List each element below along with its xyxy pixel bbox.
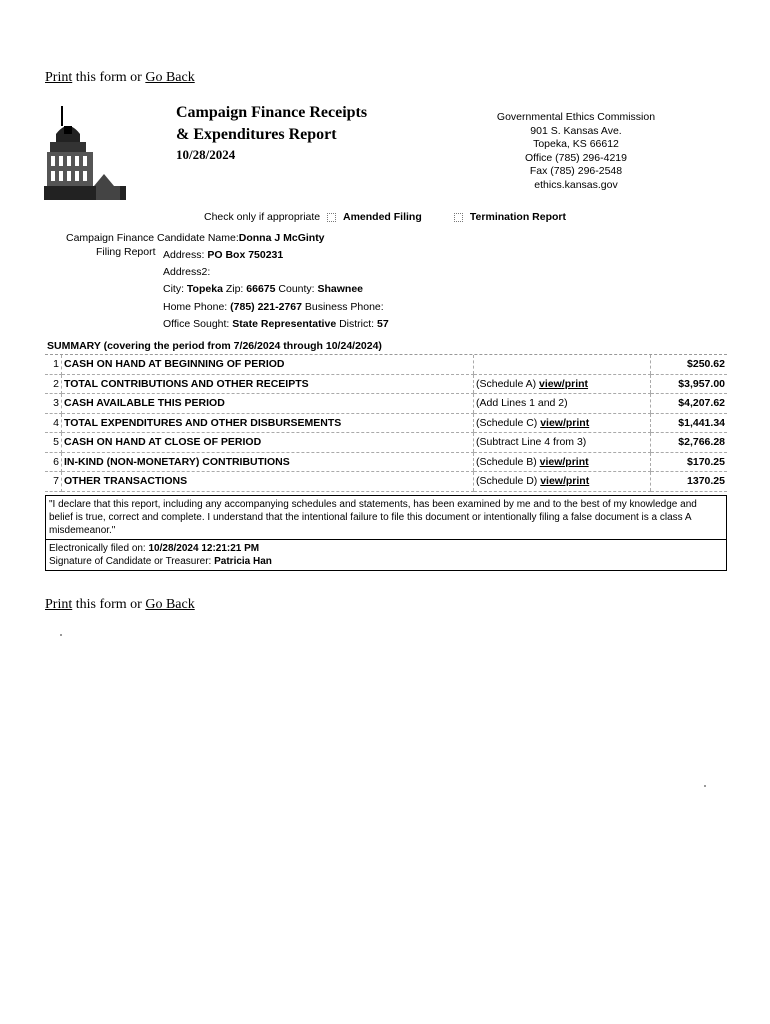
schedule-reference: (Schedule B)	[476, 455, 537, 468]
schedule-cell	[474, 355, 651, 374]
schedule-reference: (Schedule C)	[476, 416, 538, 429]
go-back-link-bottom[interactable]: Go Back	[145, 597, 195, 612]
district-label: District:	[339, 318, 375, 330]
view-print-link[interactable]: view/print	[540, 475, 590, 488]
line-amount: $170.25	[651, 452, 728, 472]
summary-line-row	[45, 472, 727, 492]
phone-row	[163, 301, 384, 313]
candidate-name-row	[66, 232, 325, 244]
agency-address-block	[466, 111, 686, 192]
line-label: CASH ON HAND AT CLOSE OF PERIOD	[62, 433, 474, 453]
summary-heading: SUMMARY (covering the period from 7/26/2024 through 10/24/2024)	[45, 338, 727, 355]
check-instructions: Check only if appropriate	[204, 211, 321, 223]
line-amount: $2,766.28	[651, 433, 728, 453]
county-value: Shawnee	[317, 283, 364, 295]
address-label: Address:	[163, 249, 205, 261]
nav-connector-text-bottom: this form or	[75, 597, 142, 612]
view-print-link[interactable]: view/print	[540, 416, 590, 429]
amended-filing-checkbox[interactable]	[327, 213, 336, 222]
line-label: IN-KIND (NON-MONETARY) CONTRIBUTIONS	[62, 452, 474, 472]
address-value: PO Box 750231	[207, 249, 284, 261]
schedule-reference: (Add Lines 1 and 2)	[476, 397, 568, 410]
signature-row	[49, 555, 723, 568]
schedule-reference: (Subtract Line 4 from 3)	[476, 436, 587, 449]
signature-block	[46, 540, 726, 570]
line-label: CASH ON HAND AT BEGINNING OF PERIOD	[62, 355, 474, 374]
agency-street: 901 S. Kansas Ave.	[530, 124, 622, 137]
agency-office-phone: Office (785) 296-4219	[525, 151, 627, 164]
line-amount: $4,207.62	[651, 394, 728, 414]
city-label: City:	[163, 283, 184, 295]
county-label: County:	[278, 283, 315, 295]
schedule-cell	[474, 472, 651, 492]
summary-line-row	[45, 374, 727, 394]
print-link[interactable]: Print	[45, 70, 73, 85]
filing-report-label: Filing Report	[96, 246, 156, 258]
office-sought-value: State Representative	[232, 318, 337, 330]
schedule-cell	[474, 433, 651, 453]
agency-fax: Fax (785) 296-2548	[529, 165, 623, 177]
address2-row	[163, 266, 210, 278]
amended-filing-row	[204, 211, 422, 223]
termination-report-checkbox[interactable]	[454, 213, 463, 222]
line-number: 6	[45, 452, 62, 472]
line-label: OTHER TRANSACTIONS	[62, 472, 474, 492]
summary-line-row	[45, 433, 727, 453]
amended-filing-label: Amended Filing	[343, 211, 422, 223]
line-number: 7	[45, 472, 62, 492]
report-title-line2: & Expenditures Report	[176, 126, 337, 143]
agency-city: Topeka, KS 66612	[533, 138, 619, 150]
schedule-reference: (Schedule A)	[476, 377, 537, 390]
home-phone-value: (785) 221-2767	[230, 301, 302, 313]
agency-name: Governmental Ethics Commission	[496, 111, 656, 123]
city-value: Topeka	[186, 283, 223, 295]
summary-line-row	[45, 452, 727, 472]
home-phone-label: Home Phone:	[163, 301, 228, 313]
schedule-cell	[474, 394, 651, 414]
view-print-link[interactable]: view/print	[539, 455, 589, 468]
termination-report-label: Termination Report	[469, 211, 566, 223]
zip-label: Zip:	[225, 283, 244, 295]
office-sought-label: Office Sought:	[163, 318, 230, 330]
line-amount: $250.62	[651, 355, 728, 374]
signature-value: Patricia Han	[214, 556, 272, 567]
city-row	[163, 283, 363, 295]
zip-value: 66675	[246, 283, 276, 295]
business-phone-label: Business Phone:	[304, 301, 384, 313]
line-amount: $3,957.00	[651, 374, 728, 394]
line-number: 5	[45, 433, 62, 453]
summary-section	[45, 338, 727, 492]
line-label: CASH AVAILABLE THIS PERIOD	[62, 394, 474, 414]
kansas-capitol-logo	[44, 104, 126, 204]
line-label: TOTAL EXPENDITURES AND OTHER DISBURSEMENTS	[62, 413, 474, 433]
line-number: 3	[45, 394, 62, 414]
filed-on-row	[49, 542, 723, 555]
line-amount: $1,441.34	[651, 413, 728, 433]
declaration-box	[45, 495, 727, 571]
report-date: 10/28/2024	[176, 147, 236, 162]
termination-row	[450, 211, 566, 223]
view-print-link[interactable]: view/print	[539, 377, 589, 390]
office-sought-row	[163, 318, 389, 330]
declaration-text: "I declare that this report, including any accompanying schedules and statements, has been examined by me and to the best of my knowledge and belief is true, correct and complete. I understand that the intentional failure to file this document or intentionally filing a false document is a class A misdemeanor."	[46, 496, 726, 540]
top-nav	[45, 70, 195, 86]
schedule-reference: (Schedule D)	[476, 475, 538, 488]
line-number: 4	[45, 413, 62, 433]
print-link-bottom[interactable]: Print	[45, 597, 73, 612]
candidate-name-value: Donna J McGinty	[238, 232, 325, 244]
schedule-cell	[474, 413, 651, 433]
scan-speck	[704, 785, 706, 787]
line-label: TOTAL CONTRIBUTIONS AND OTHER RECEIPTS	[62, 374, 474, 394]
summary-table	[45, 355, 727, 492]
address-row	[163, 249, 283, 261]
summary-line-row	[45, 355, 727, 374]
go-back-link[interactable]: Go Back	[145, 70, 195, 85]
filed-on-value: 10/28/2024 12:21:21 PM	[148, 543, 260, 554]
line-amount: 1370.25	[651, 472, 728, 492]
signature-label: Signature of Candidate or Treasurer:	[49, 556, 212, 567]
bottom-nav	[45, 597, 195, 613]
summary-line-row	[45, 394, 727, 414]
nav-connector-text: this form or	[75, 70, 142, 85]
line-number: 2	[45, 374, 62, 394]
schedule-cell	[474, 374, 651, 394]
filed-on-label: Electronically filed on:	[49, 543, 146, 554]
address2-label: Address2:	[163, 266, 211, 278]
summary-line-row	[45, 413, 727, 433]
district-value: 57	[377, 318, 389, 330]
report-title-line1: Campaign Finance Receipts	[176, 104, 368, 121]
agency-website: ethics.kansas.gov	[534, 178, 618, 191]
candidate-name-label: Campaign Finance Candidate Name:	[66, 232, 239, 244]
scan-speck	[60, 634, 62, 636]
schedule-cell	[474, 452, 651, 472]
line-number: 1	[45, 355, 62, 374]
